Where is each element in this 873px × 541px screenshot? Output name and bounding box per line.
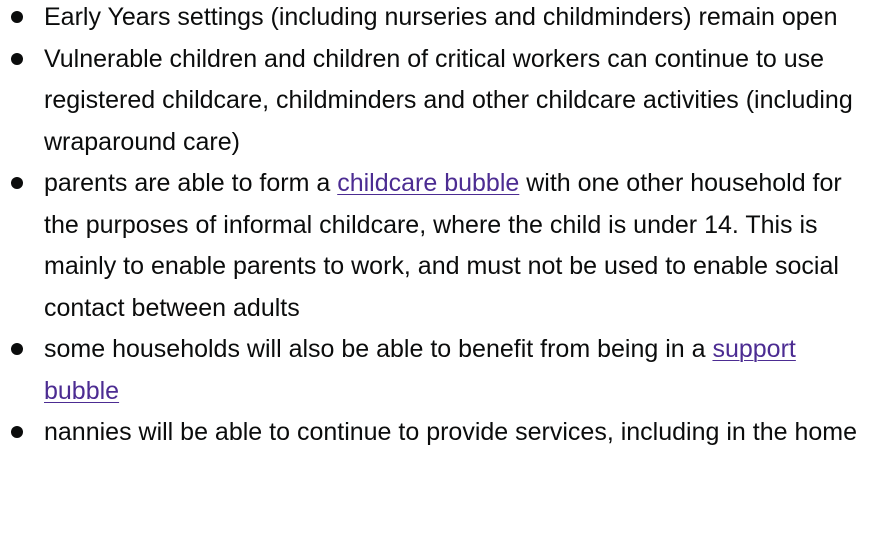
bullet-icon bbox=[11, 11, 23, 23]
bullet-icon bbox=[11, 426, 23, 438]
bullet-icon bbox=[11, 343, 23, 355]
bullet-icon bbox=[11, 53, 23, 65]
list-item-text-before: some households will also be able to benefit from being in a bbox=[44, 335, 713, 363]
list-item-text: nannies will be able to continue to provide services, including in the home bbox=[44, 418, 857, 446]
support-bubble-link[interactable]: support bubble bbox=[44, 335, 796, 405]
list-item-text-after: with one other household for the purposes of informal childcare, where the child is under 14. This is mainly to enable parents to work, and must not be used to enable social contact between adults bbox=[44, 169, 842, 322]
childcare-bubble-link[interactable]: childcare bubble bbox=[337, 169, 520, 197]
list-item-vulnerable-children bbox=[0, 39, 873, 164]
list-item-nannies bbox=[0, 412, 873, 454]
list-item-text: Early Years settings (including nurseries and childminders) remain open bbox=[44, 3, 838, 31]
bullet-icon bbox=[11, 177, 23, 189]
list-item-text-before: parents are able to form a bbox=[44, 169, 338, 197]
list-item-early-years bbox=[0, 0, 873, 39]
list-item-text: Vulnerable children and children of critical workers can continue to use registered childcare, childminders and other childcare activities (including wraparound care) bbox=[44, 44, 853, 156]
list-item-childcare-bubble bbox=[0, 163, 873, 329]
list-item-support-bubble bbox=[0, 329, 873, 412]
